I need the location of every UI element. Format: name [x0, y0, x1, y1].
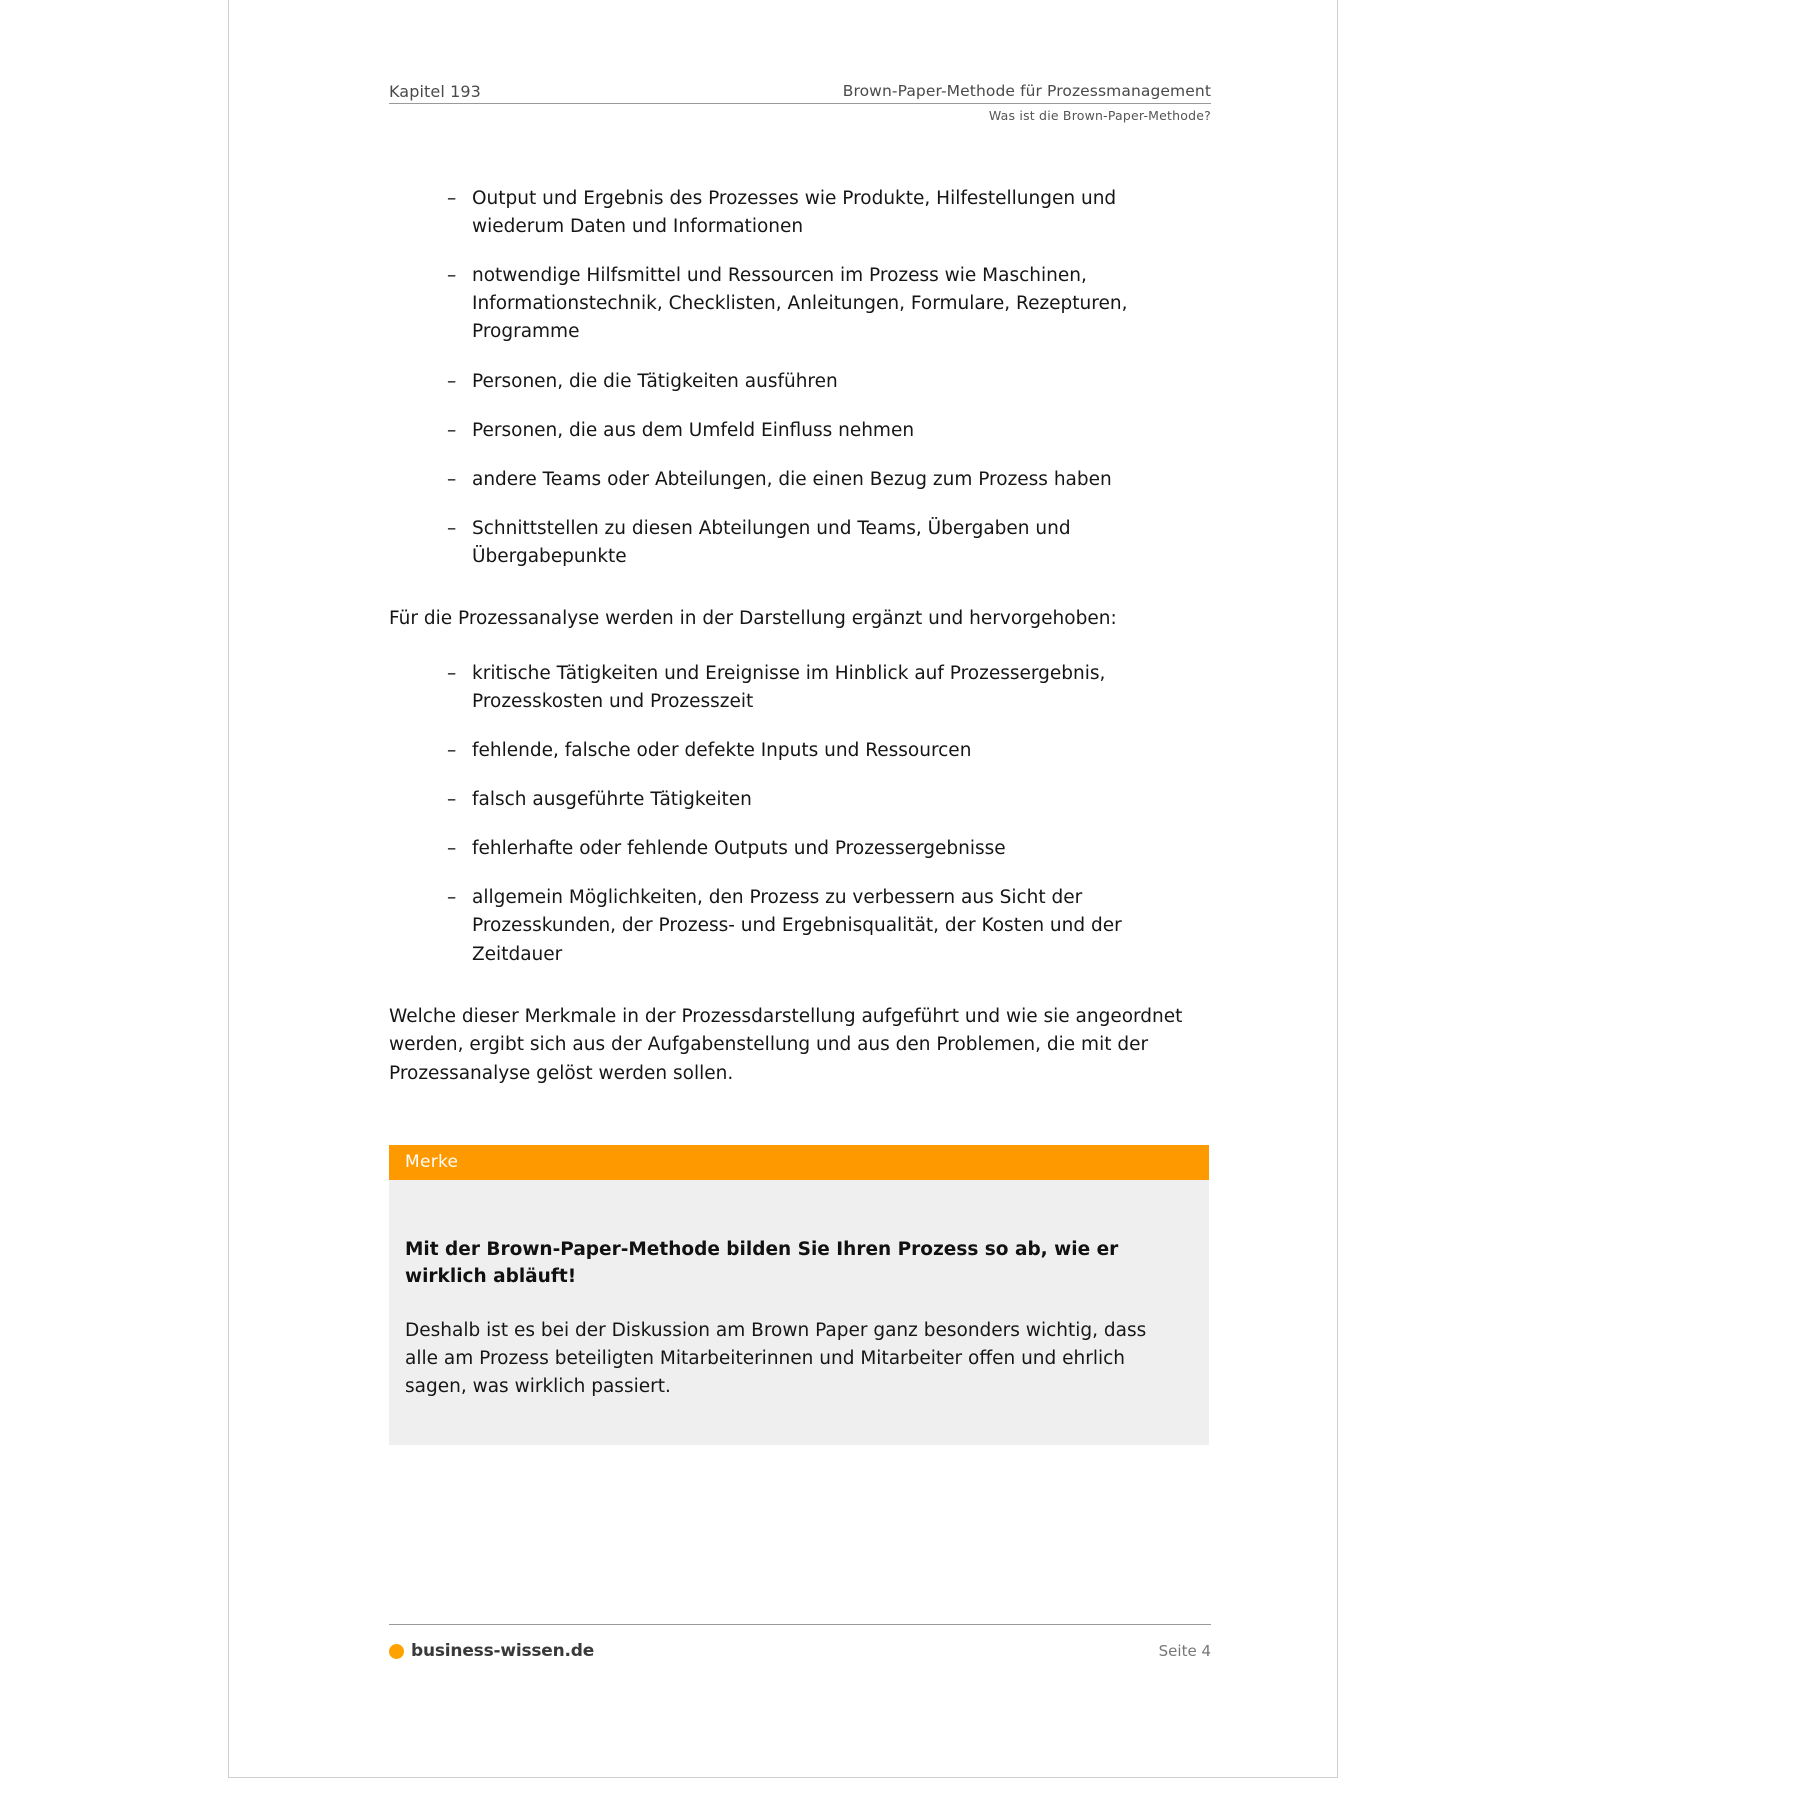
dash-bullet-icon: – [447, 838, 457, 860]
closing-paragraph: Welche dieser Merkmale in der Prozessdarstellung aufgeführt und wie sie angeordnet werden, ergibt sich aus der Aufgabenstellung und aus den Problemen, die mit der Prozessanalyse gelöst werden sollen. [389, 1005, 1183, 1084]
list-item [444, 417, 1172, 445]
chapter-label: Kapitel 193 [389, 82, 481, 101]
brand-name: business-wissen.de [411, 1641, 595, 1661]
list-item [444, 835, 1172, 863]
dash-bullet-icon: – [447, 468, 457, 490]
brand-logo[interactable] [389, 1641, 594, 1661]
page-number: Seite 4 [1158, 1642, 1211, 1660]
list-item [444, 262, 1172, 346]
bullet-list-one [389, 185, 1214, 571]
list-item [444, 737, 1172, 765]
dash-bullet-icon: – [447, 887, 457, 909]
header-divider [389, 103, 1211, 104]
intro-paragraph-two: Für die Prozessanalyse werden in der Darstellung ergänzt und hervorgehoben: [389, 608, 1117, 630]
footer-divider [389, 1624, 1211, 1625]
dash-bullet-icon: – [447, 419, 457, 441]
list-item-text: fehlerhafte oder fehlende Outputs und Prozessergebnisse [472, 838, 1006, 860]
merke-header: Merke [389, 1145, 1209, 1180]
dash-bullet-icon: – [447, 739, 457, 761]
list-item-text: kritische Tätigkeiten und Ereignisse im Hinblick auf Prozessergebnis, Prozesskosten und Prozesszeit [472, 662, 1106, 712]
dash-bullet-icon: – [447, 789, 457, 811]
dash-bullet-icon: – [447, 517, 457, 539]
merke-callout [389, 1145, 1209, 1446]
list-item [444, 515, 1172, 571]
list-item [444, 466, 1172, 494]
spacer [389, 571, 1214, 605]
list-item-text: notwendige Hilfsmittel und Ressourcen im Prozess wie Maschinen, Informationstechnik, Checklisten, Anleitungen, Formulare, Rezepturen, Programme [472, 265, 1128, 343]
dash-bullet-icon: – [447, 370, 457, 392]
list-item [444, 185, 1172, 241]
page-body [389, 185, 1214, 1445]
page-sheet [228, 0, 1338, 1778]
list-item-text: andere Teams oder Abteilungen, die einen Bezug zum Prozess haben [472, 468, 1112, 490]
document-subtitle: Was ist die Brown-Paper-Methode? [988, 108, 1211, 123]
merke-body [389, 1180, 1209, 1446]
merke-paragraph: Deshalb ist es bei der Diskussion am Brown Paper ganz besonders wichtig, dass alle am Prozess beteiligten Mitarbeiterinnen und Mitarbeiter offen und ehrlich sagen, was wirklich passiert. [405, 1320, 1147, 1398]
header-row [389, 82, 1211, 101]
list-item [444, 786, 1172, 814]
list-item [444, 884, 1172, 968]
list-item-text: allgemein Möglichkeiten, den Prozess zu verbessern aus Sicht der Prozesskunden, der Prozess- und Ergebnisqualität, der Kosten und der Zeitdauer [472, 887, 1122, 965]
footer-row [389, 1641, 1211, 1661]
list-item [444, 660, 1172, 716]
list-item-text: fehlende, falsche oder defekte Inputs und Ressourcen [472, 739, 972, 761]
list-item-text: Output und Ergebnis des Prozesses wie Produkte, Hilfestellungen und wiederum Daten und Informationen [472, 188, 1117, 238]
spacer [389, 1089, 1214, 1145]
list-item-text: Schnittstellen zu diesen Abteilungen und Teams, Übergaben und Übergabepunkte [472, 517, 1071, 567]
merke-highlight-text: Mit der Brown-Paper-Methode bilden Sie Ihren Prozess so ab, wie er wirklich abläuft! [405, 1238, 1119, 1288]
dash-bullet-icon: – [447, 662, 457, 684]
list-item-text: Personen, die aus dem Umfeld Einfluss nehmen [472, 419, 915, 441]
dash-bullet-icon: – [447, 188, 457, 209]
list-item [444, 368, 1172, 396]
brand-dot-icon [389, 1644, 404, 1659]
bullet-list-two [389, 660, 1214, 969]
document-title: Brown-Paper-Methode für Prozessmanagement [842, 82, 1211, 100]
list-item-text: falsch ausgeführte Tätigkeiten [472, 789, 752, 811]
spacer [389, 634, 1214, 660]
spacer [389, 969, 1214, 1003]
dash-bullet-icon: – [447, 265, 457, 287]
list-item-text: Personen, die die Tätigkeiten ausführen [472, 370, 838, 392]
page-header [389, 82, 1211, 123]
page-footer [389, 1624, 1211, 1661]
